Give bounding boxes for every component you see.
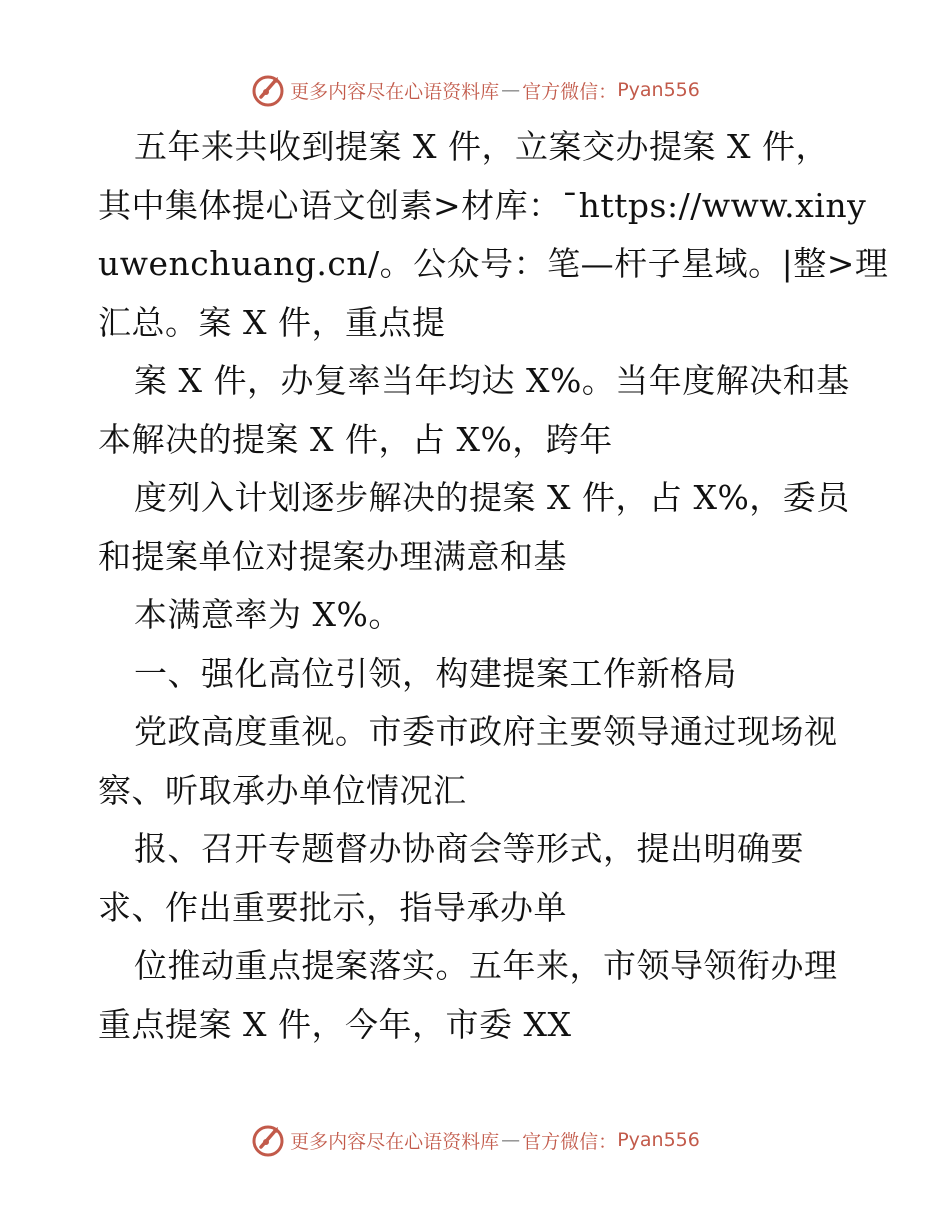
document-body [98,118,889,1054]
logo-icon [250,1122,286,1158]
body-line: 其中集体提心语文创素>材库：¯https://www.xiny [98,185,867,225]
body-line: 位推动重点提案落实。五年来，市领导领衔办理 [134,946,838,985]
logo-icon [250,72,286,108]
banner-separator: — [501,1129,521,1151]
banner-wechat-label: 官方微信： [522,80,618,103]
body-line: 五年来共收到提案 X 件，立案交办提案 X 件， [134,127,829,166]
body-line: 案 X 件，办复率当年均达 X%。当年度解决和基 [134,361,850,400]
banner-separator: — [501,79,521,101]
banner-slogan: 更多内容尽在心语资料库 [290,80,500,103]
banner-wechat-id: Pyan556 [617,1129,700,1151]
banner-slogan: 更多内容尽在心语资料库 [290,1130,500,1153]
header-banner [0,70,950,110]
body-line: 察、听取承办单位情况汇 [98,770,467,810]
body-line: uwenchuang.cn/。公众号：笔—杆子星域。|整>理 [98,244,889,283]
body-line: 党政高度重视。市委市政府主要领导通过现场视 [134,712,838,751]
body-line: 和提案单位对提案办理满意和基 [98,536,567,576]
footer-banner [0,1120,950,1160]
section-heading: 一、强化高位引领，构建提案工作新格局 [134,653,737,693]
body-line: 报、召开专题督办协商会等形式，提出明确要 [134,829,804,868]
banner-wechat-id: Pyan556 [617,79,700,101]
banner-wechat-label: 官方微信： [522,1130,618,1153]
body-line: 度列入计划逐步解决的提案 X 件，占 X%，委员 [134,478,850,517]
body-line: 本满意率为 X%。 [134,595,402,634]
body-line: 汇总。案 X 件，重点提 [98,302,446,342]
body-line: 本解决的提案 X 件，占 X%，跨年 [98,419,613,459]
body-line: 重点提案 X 件，今年，市委 XX [98,1004,572,1044]
body-line: 求、作出重要批示，指导承办单 [98,887,567,927]
